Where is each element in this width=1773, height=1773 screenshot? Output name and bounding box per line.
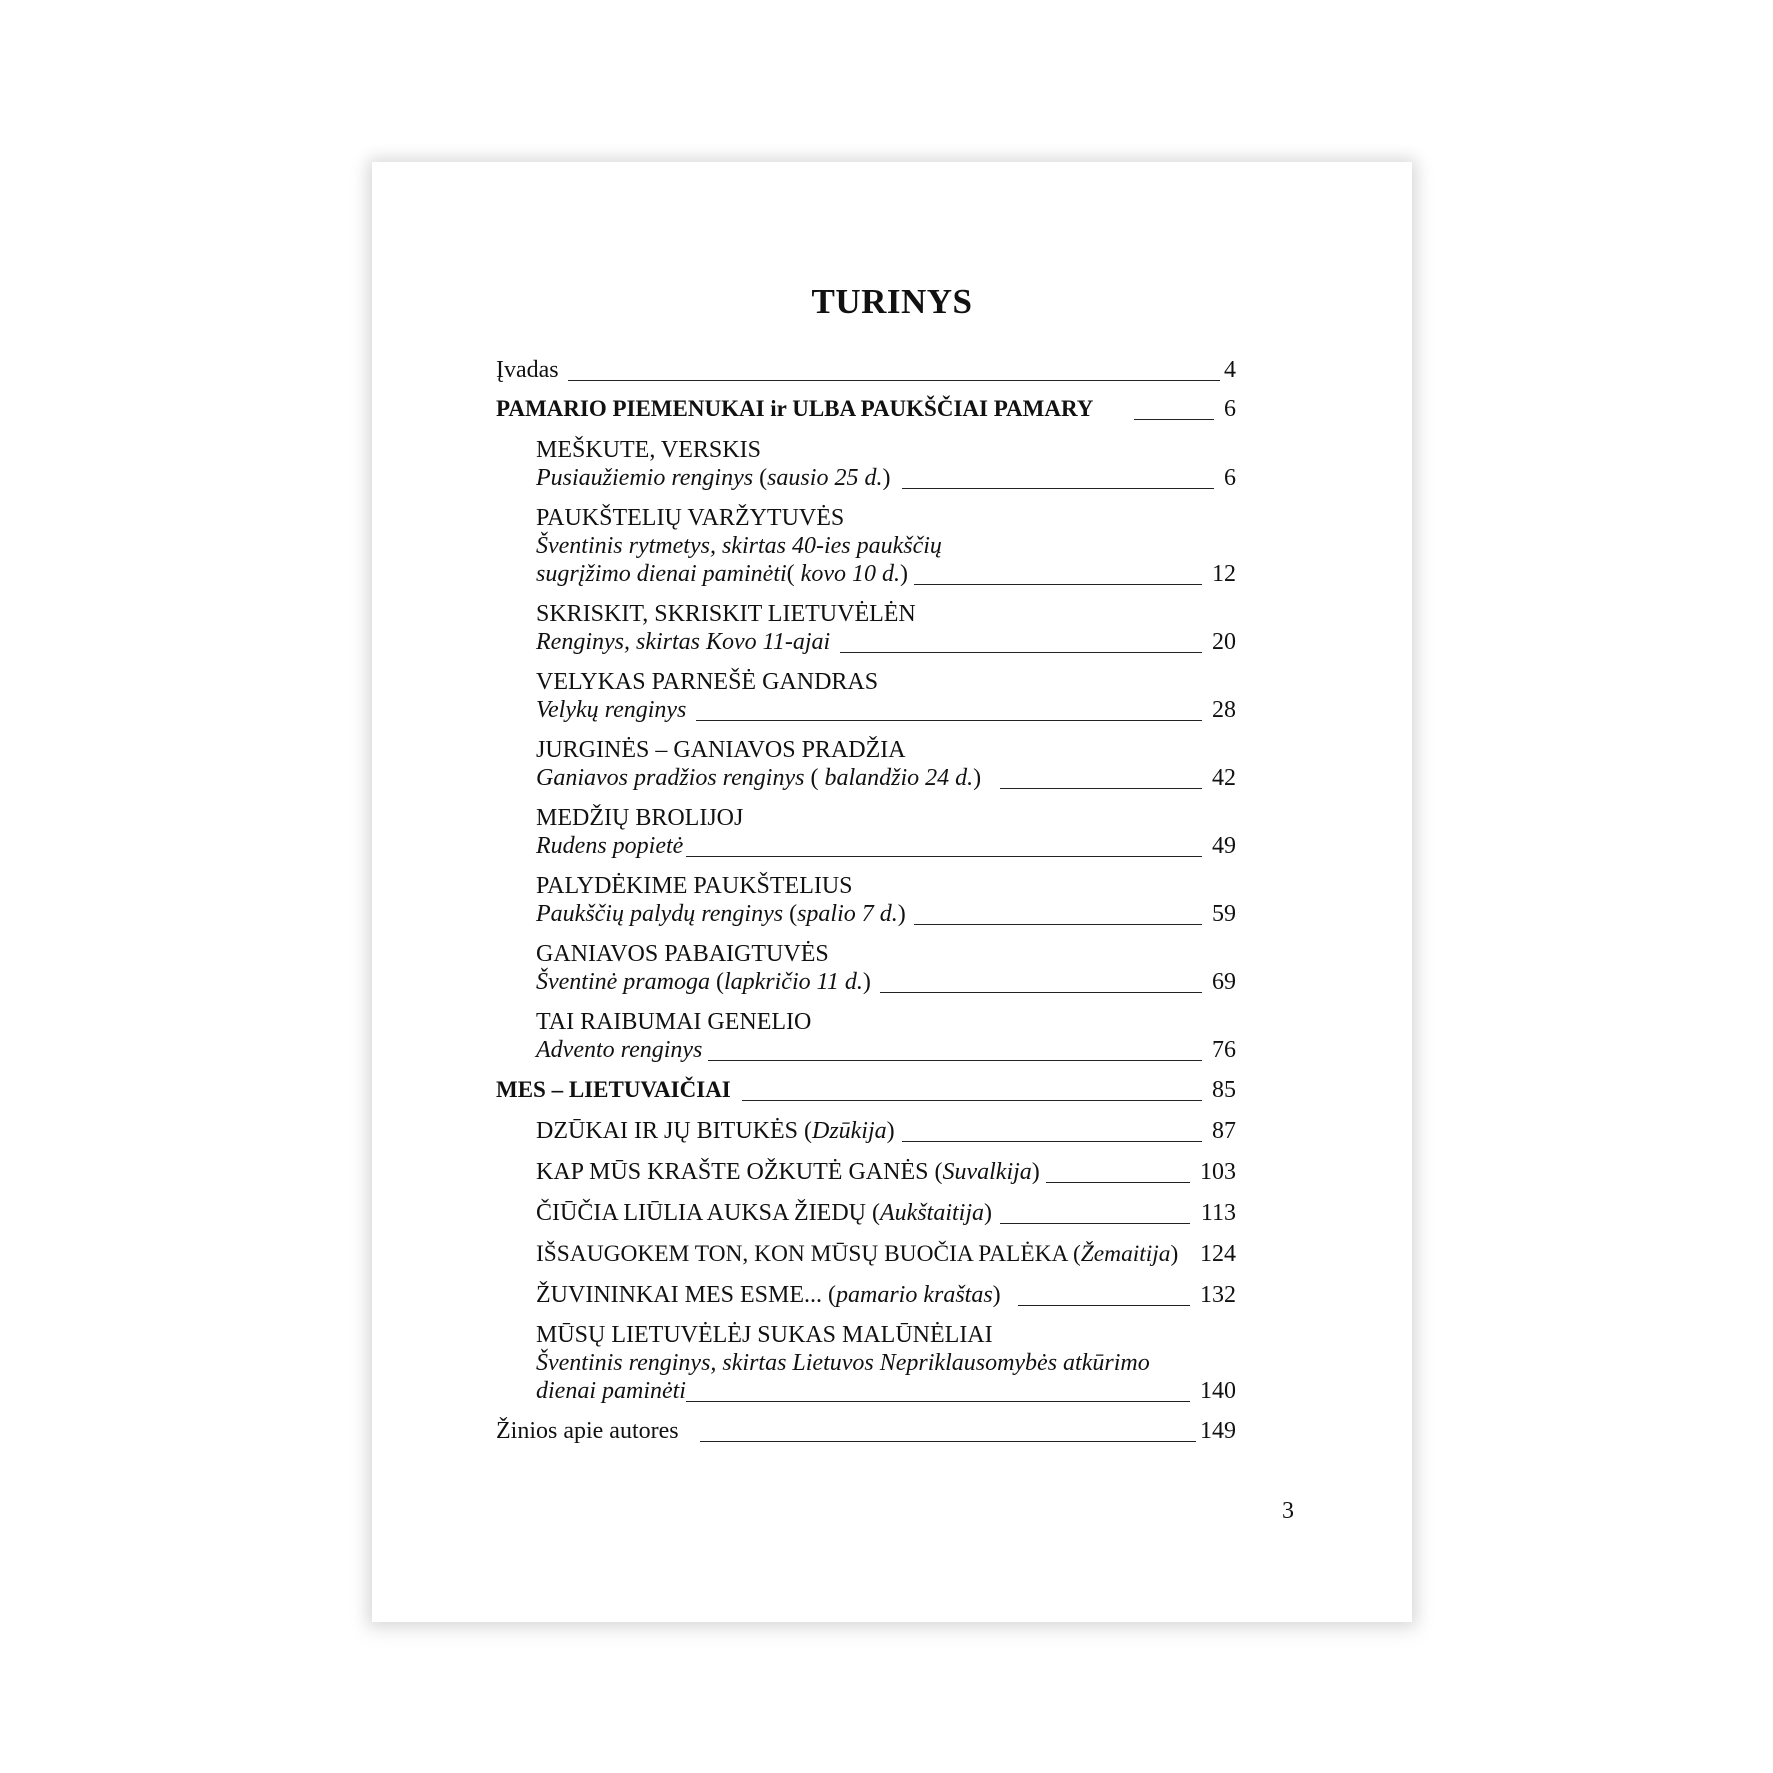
toc-entry-subtitle: Renginys, skirtas Kovo 11-ajai — [536, 629, 831, 655]
dot-leader — [686, 1401, 1190, 1402]
toc-entry[interactable] — [496, 1235, 1236, 1276]
toc-entry[interactable] — [496, 1194, 1236, 1235]
dot-leader — [696, 720, 1202, 721]
dot-leader — [700, 1441, 1196, 1442]
toc-entry-heading: JURGINĖS – GANIAVOS PRADŽIA — [536, 737, 906, 763]
toc-entry[interactable] — [496, 431, 1236, 500]
toc-page-number: 76 — [1212, 1037, 1236, 1063]
toc-entry-heading: ČIŪČIA LIŪLIA AUKSA ŽIEDŲ (Aukštaitija) — [536, 1200, 992, 1226]
dot-leader — [840, 652, 1202, 653]
toc-entry-heading: VELYKAS PARNEŠĖ GANDRAS — [536, 669, 879, 695]
toc-entry[interactable] — [496, 596, 1236, 664]
toc-label: Žinios apie autores — [496, 1418, 679, 1444]
toc-page-number: 149 — [1200, 1418, 1236, 1444]
toc-entry-heading: PALYDĖKIME PAUKŠTELIUS — [536, 873, 853, 899]
toc-entry[interactable] — [496, 1112, 1236, 1153]
toc-entry-heading: GANIAVOS PABAIGTUVĖS — [536, 941, 829, 967]
toc-entry[interactable] — [496, 1317, 1236, 1413]
table-of-contents — [496, 348, 1236, 1453]
dot-leader — [1046, 1182, 1190, 1183]
toc-entry-heading: ŽUVININKAI MES ESME... (pamario kraštas) — [536, 1282, 1001, 1308]
toc-entry-subtitle-cont: dienai paminėti — [536, 1378, 686, 1404]
toc-entry[interactable] — [496, 500, 1236, 596]
dot-leader — [914, 584, 1202, 585]
dot-leader — [880, 992, 1202, 993]
toc-entry-heading: SKRISKIT, SKRISKIT LIETUVĖLĖN — [536, 601, 916, 627]
dot-leader — [686, 856, 1202, 857]
toc-section-label: MES – LIETUVAIČIAI — [496, 1077, 731, 1102]
toc-entry-subtitle: Šventinis rytmetys, skirtas 40-ies paukščių — [536, 533, 942, 559]
toc-entry-subtitle: Šventinė pramoga (lapkričio 11 d.) — [536, 969, 871, 995]
toc-page-number: 6 — [1224, 396, 1236, 422]
toc-entry-subtitle: Paukščių palydų renginys (spalio 7 d.) — [536, 901, 906, 927]
toc-entry-heading: PAUKŠTELIŲ VARŽYTUVĖS — [536, 505, 845, 531]
dot-leader — [1000, 1223, 1190, 1224]
toc-page-number: 49 — [1212, 833, 1236, 859]
document-page — [372, 162, 1412, 1622]
toc-page-number: 59 — [1212, 901, 1236, 927]
dot-leader — [742, 1100, 1202, 1101]
toc-page-number: 85 — [1212, 1077, 1236, 1103]
dot-leader — [1018, 1305, 1190, 1306]
toc-section-pamario[interactable] — [496, 390, 1236, 431]
toc-page-number: 87 — [1212, 1118, 1236, 1144]
toc-section-label: PAMARIO PIEMENUKAI ir ULBA PAUKŠČIAI PAMARY — [496, 396, 1094, 421]
toc-page-number: 28 — [1212, 697, 1236, 723]
toc-section-lietuvaiciai[interactable] — [496, 1072, 1236, 1112]
dot-leader — [902, 1141, 1202, 1142]
toc-page-number: 69 — [1212, 969, 1236, 995]
dot-leader — [914, 924, 1202, 925]
toc-page-number: 132 — [1200, 1282, 1236, 1308]
toc-entry-heading: TAI RAIBUMAI GENELIO — [536, 1009, 812, 1035]
toc-entry-heading: KAP MŪS KRAŠTE OŽKUTĖ GANĖS (Suvalkija) — [536, 1159, 1040, 1185]
toc-entry-ivadas[interactable] — [496, 348, 1236, 390]
toc-entry[interactable] — [496, 664, 1236, 732]
dot-leader — [1000, 788, 1202, 789]
toc-entry[interactable] — [496, 868, 1236, 936]
toc-page-number: 4 — [1224, 357, 1236, 383]
toc-page-number: 12 — [1212, 561, 1236, 587]
toc-entry-heading: DZŪKAI IR JŲ BITUKĖS (Dzūkija) — [536, 1118, 895, 1144]
toc-page-number: 42 — [1212, 765, 1236, 791]
toc-page-number: 124 — [1200, 1241, 1236, 1267]
toc-entry-heading: IŠSAUGOKEM TON, KON MŪSŲ BUOČIA PALĖKA (Žemaitija) — [536, 1241, 1179, 1267]
toc-entry[interactable] — [496, 936, 1236, 1004]
toc-entry-subtitle: Pusiaužiemio renginys (sausio 25 d.) — [536, 465, 891, 491]
toc-entry-heading: MEDŽIŲ BROLIJOJ — [536, 805, 744, 831]
toc-entry-subtitle: Šventinis renginys, skirtas Lietuvos Nepriklausomybės atkūrimo — [536, 1350, 1150, 1376]
toc-page-number: 113 — [1200, 1200, 1236, 1226]
toc-entry-subtitle: Ganiavos pradžios renginys ( balandžio 24 d.) — [536, 765, 982, 791]
dot-leader — [568, 380, 1220, 381]
toc-entry[interactable] — [496, 800, 1236, 868]
toc-entry[interactable] — [496, 1153, 1236, 1194]
toc-entry-subtitle-cont: sugrįžimo dienai paminėti( kovo 10 d.) — [536, 561, 908, 587]
toc-entry-autores[interactable] — [496, 1413, 1236, 1453]
toc-entry-subtitle: Velykų renginys — [536, 697, 687, 723]
dot-leader — [902, 488, 1214, 489]
toc-label: Įvadas — [496, 357, 559, 383]
toc-entry[interactable] — [496, 1276, 1236, 1317]
page-number: 3 — [1282, 1498, 1294, 1524]
toc-entry[interactable] — [496, 732, 1236, 800]
dot-leader — [708, 1060, 1202, 1061]
toc-entry-heading: MŪSŲ LIETUVĖLĖJ SUKAS MALŪNĖLIAI — [536, 1322, 993, 1348]
toc-entry[interactable] — [496, 1004, 1236, 1072]
toc-page-number: 103 — [1200, 1159, 1236, 1185]
page-title: TURINYS — [811, 282, 973, 321]
toc-page-number: 140 — [1200, 1378, 1236, 1404]
toc-entry-heading: MEŠKUTE, VERSKIS — [536, 437, 761, 463]
toc-page-number: 6 — [1224, 465, 1236, 491]
toc-entry-subtitle: Advento renginys — [536, 1037, 703, 1063]
toc-entry-subtitle: Rudens popietė — [536, 833, 684, 859]
dot-leader — [1134, 419, 1214, 420]
toc-page-number: 20 — [1212, 629, 1236, 655]
